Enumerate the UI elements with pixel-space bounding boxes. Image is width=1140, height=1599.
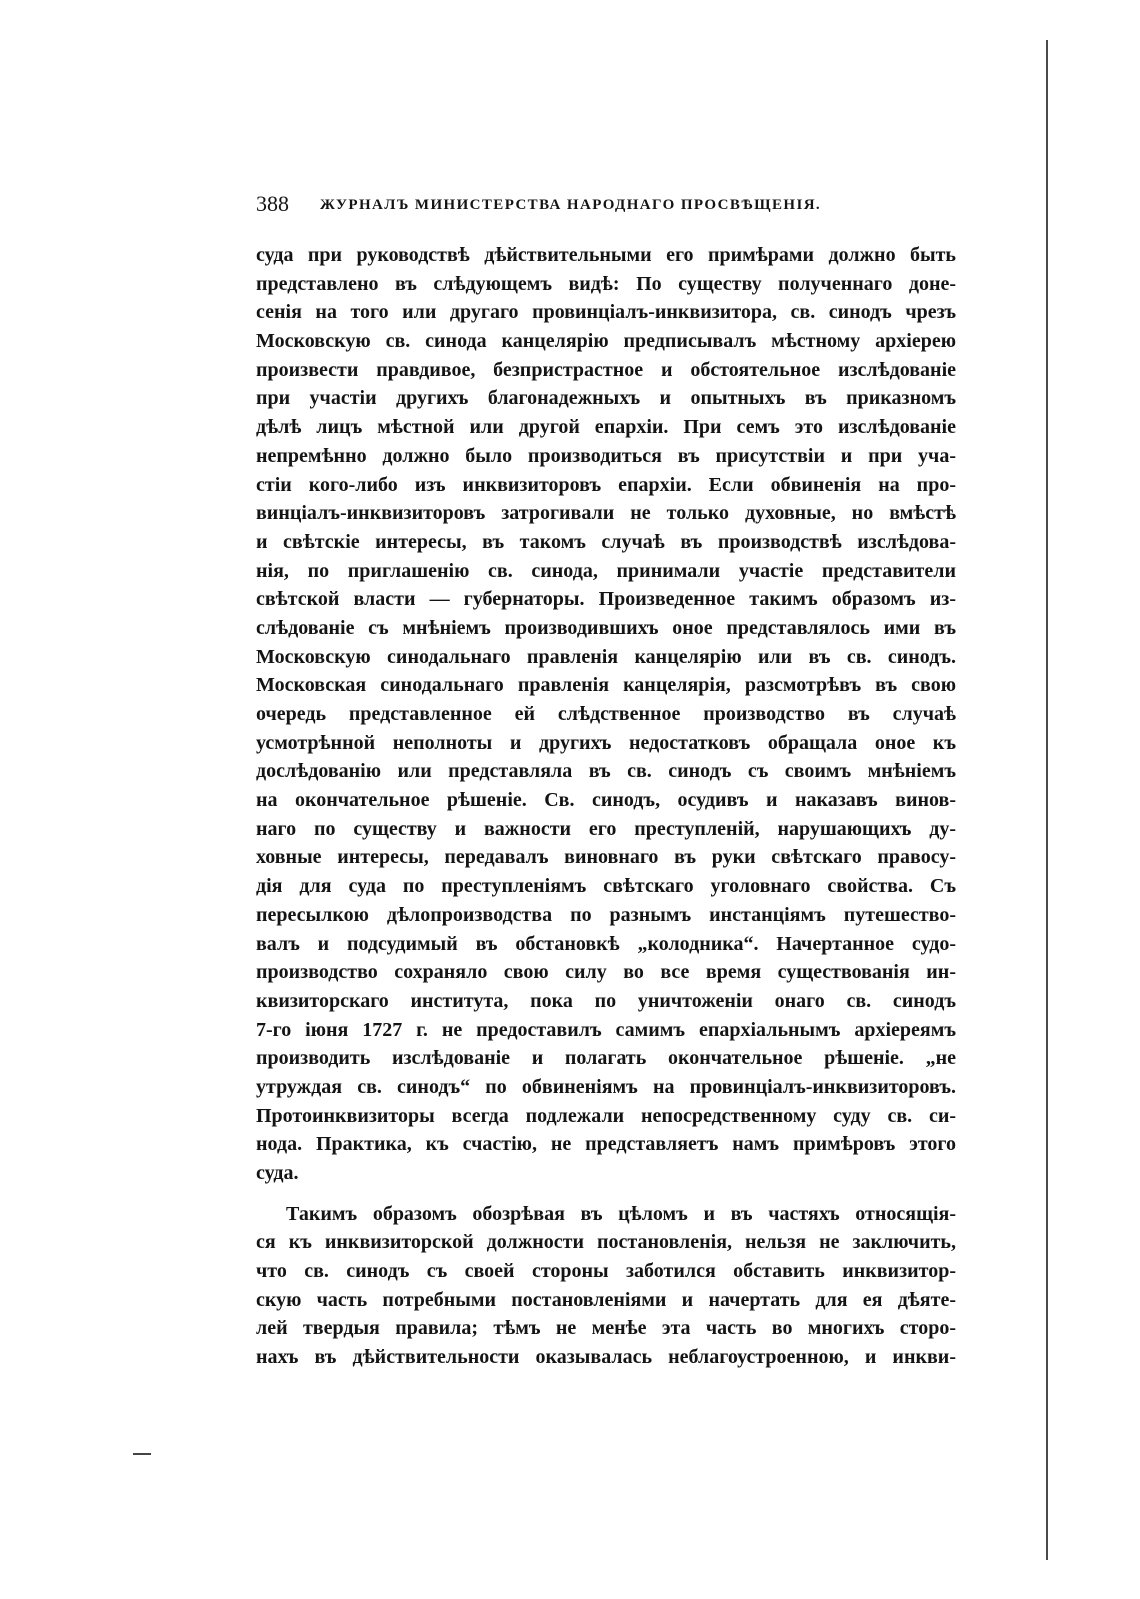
paragraph-gap <box>256 1188 956 1200</box>
text-line: Московскую синодальнаго правленія канцелярію или въ св. синодъ. <box>256 645 956 668</box>
text-line: сенія на того или другаго провинціалъ-инквизитора, св. синодъ чрезъ <box>256 301 956 324</box>
text-line: что св. синодъ съ своей стороны заботился обставить инквизитор- <box>256 1260 956 1283</box>
text-line: свѣтской власти — губернаторы. Произведенное такимъ образомъ из- <box>256 588 956 611</box>
text-line: утруждая св. синодъ“ по обвиненіямъ на провинціалъ-инквизиторовъ. <box>256 1075 956 1098</box>
text-line: ховные интересы, передавалъ виновнаго въ руки свѣтскаго правосу- <box>256 846 956 869</box>
text-line: наго по существу и важности его преступленій, нарушающихъ ду- <box>256 817 956 840</box>
text-line: лей твердыя правила; тѣмъ не менѣе эта часть во многихъ сторо- <box>256 1317 956 1340</box>
paragraph <box>256 241 956 1188</box>
text-line: 7-го іюня 1727 г. не предоставилъ самимъ епархіальнымъ архіереямъ <box>256 1018 956 1041</box>
text-line: производство сохраняло свою силу во все время существованія ин- <box>256 961 956 984</box>
page-number: 388 <box>256 191 289 216</box>
text-line: нахъ въ дѣйствительности оказывалась неблагоустроенною, и инкви- <box>256 1346 956 1369</box>
text-line: Протоинквизиторы всегда подлежали непосредственному суду св. си- <box>256 1104 956 1127</box>
text-line: Московская синодальнаго правленія канцелярія, разсмотрѣвъ въ свою <box>256 674 956 697</box>
text-line: стіи кого-либо изъ инквизиторовъ епархіи. Если обвиненія на про- <box>256 473 956 496</box>
text-line: скую часть потребными постановленіями и начертать для ея дѣяте- <box>256 1288 956 1311</box>
text-line: дослѣдованію или представляла въ св. синодъ съ своимъ мнѣніемъ <box>256 760 956 783</box>
text-line: слѣдованіе съ мнѣніемъ производившихъ оное представлялось ими въ <box>256 616 956 639</box>
text-line: усмотрѣнной неполноты и другихъ недостатковъ обращала оное къ <box>256 731 956 754</box>
text-line: представлено въ слѣдующемъ видѣ: По существу полученнаго доне- <box>256 272 956 295</box>
text-line: на окончательное рѣшеніе. Св. синодъ, осудивъ и наказавъ винов- <box>256 789 956 812</box>
margin-mark <box>133 1453 151 1455</box>
text-line: дѣлѣ лицъ мѣстной или другой епархіи. При семъ это изслѣдованіе <box>256 416 956 439</box>
text-line: валъ и подсудимый въ обстановкѣ „колодника“. Начертанное судо- <box>256 932 956 955</box>
text-line: очередь представленное ей слѣдственное производство въ случаѣ <box>256 703 956 725</box>
page-edge-line <box>1046 40 1048 1560</box>
text-line: суда при руководствѣ дѣйствительными его примѣрами должно быть <box>256 244 956 266</box>
text-line: Такимъ образомъ обозрѣвая въ цѣломъ и въ частяхъ относящія- <box>286 1202 956 1225</box>
text-line: и свѣтскіе интересы, въ такомъ случаѣ въ производствѣ изслѣдова- <box>256 530 956 553</box>
text-line: ся къ инквизиторской должности постановленія, нельзя не заключить, <box>256 1231 956 1254</box>
text-line: при участіи другихъ благонадежныхъ и опытныхъ въ приказномъ <box>256 387 956 410</box>
text-line: пересылкою дѣлопроизводства по разнымъ инстанціямъ путешество- <box>256 903 956 926</box>
text-line: производить изслѣдованіе и полагать окончательное рѣшеніе. „не <box>256 1047 956 1070</box>
page-header <box>256 190 966 220</box>
text-line: дія для суда по преступленіямъ свѣтскаго уголовнаго свойства. Съ <box>256 875 956 898</box>
running-title: ЖУРНАЛЪ МИНИСТЕРСТВА НАРОДНАГО ПРОСВѢЩЕНІЯ. <box>320 197 822 213</box>
text-line: произвести правдивое, безпристрастное и обстоятельное изслѣдованіе <box>256 358 956 381</box>
text-line: нія, по приглашенію св. синода, принимали участіе представители <box>256 559 956 582</box>
text-line: Московскую св. синода канцелярію предписывалъ мѣстному архіерею <box>256 330 956 353</box>
text-line: винціалъ-инквизиторовъ затрогивали не только духовные, но вмѣстѣ <box>256 502 956 525</box>
text-line: суда. <box>256 1162 299 1184</box>
paragraph <box>256 1200 956 1372</box>
body-text <box>256 241 956 1372</box>
text-line: нода. Практика, къ счастію, не представляетъ намъ примѣровъ этого <box>256 1133 956 1156</box>
text-line: непремѣнно должно было производиться въ присутствіи и при уча- <box>256 444 956 467</box>
text-line: квизиторскаго института, пока по уничтоженіи онаго св. синодъ <box>256 989 956 1012</box>
